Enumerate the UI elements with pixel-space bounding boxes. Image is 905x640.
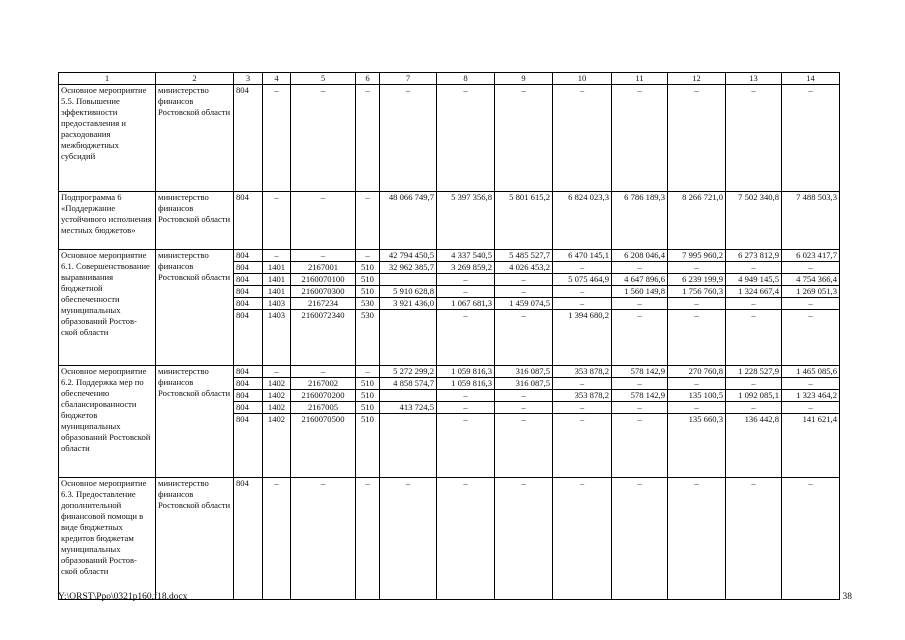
data-cell: 804 <box>234 85 263 192</box>
data-cell: 5 397 356,8 <box>437 192 495 250</box>
data-cell: 1403 <box>263 298 291 310</box>
measure-name: Основное мероприятие 6.1. Совершенствование выравнивания бюджетной обеспеченности муниципальных образований Ростов-ской области <box>59 250 156 366</box>
data-cell: – <box>668 298 726 310</box>
data-cell: 7 995 960,2 <box>668 250 726 262</box>
data-cell: – <box>726 310 782 366</box>
data-cell: – <box>668 378 726 390</box>
column-number: 14 <box>782 73 840 85</box>
data-cell: – <box>437 286 495 298</box>
column-number: 2 <box>156 73 234 85</box>
data-cell: – <box>356 85 380 192</box>
table-row <box>59 250 840 262</box>
table-row <box>59 478 840 600</box>
data-cell: – <box>291 192 356 250</box>
data-cell: – <box>553 262 612 274</box>
data-cell: – <box>263 366 291 378</box>
data-cell: 4 949 145,5 <box>726 274 782 286</box>
data-cell: 2167001 <box>291 262 356 274</box>
column-number: 9 <box>495 73 553 85</box>
data-cell <box>380 274 437 286</box>
executor: министерство финансов Ростовской области <box>156 366 234 478</box>
data-cell: 510 <box>356 390 380 402</box>
column-number: 5 <box>291 73 356 85</box>
data-cell: 141 621,4 <box>782 414 840 478</box>
data-cell: – <box>612 262 668 274</box>
data-cell <box>380 414 437 478</box>
data-cell: – <box>782 85 840 192</box>
data-cell: – <box>553 478 612 600</box>
data-cell: – <box>495 274 553 286</box>
executor: министерство финансов Ростовской области <box>156 85 234 192</box>
data-cell: – <box>782 478 840 600</box>
data-cell: 6 208 046,4 <box>612 250 668 262</box>
data-cell: 316 087,5 <box>495 366 553 378</box>
measure-name: Основное мероприятие 6.3. Предоставление дополнительной финансовой помощи в виде бюджетных кредитов бюджетам муниципальных образований Ростов-ской области <box>59 478 156 600</box>
data-cell: – <box>553 378 612 390</box>
data-cell: 804 <box>234 192 263 250</box>
column-number: 12 <box>668 73 726 85</box>
data-cell: 6 273 812,9 <box>726 250 782 262</box>
data-cell: 4 858 574,7 <box>380 378 437 390</box>
data-cell: – <box>612 402 668 414</box>
data-cell: 5 801 615,2 <box>495 192 553 250</box>
data-cell: 270 760,8 <box>668 366 726 378</box>
data-cell: 804 <box>234 286 263 298</box>
data-cell: – <box>356 250 380 262</box>
data-cell: 1 059 816,3 <box>437 378 495 390</box>
data-cell: – <box>726 298 782 310</box>
data-cell: 804 <box>234 298 263 310</box>
data-cell: – <box>495 402 553 414</box>
data-cell: 1 756 760,3 <box>668 286 726 298</box>
data-cell: 1402 <box>263 414 291 478</box>
data-cell: 510 <box>356 378 380 390</box>
data-cell: 804 <box>234 402 263 414</box>
data-cell: – <box>356 366 380 378</box>
data-cell: 1402 <box>263 402 291 414</box>
measure-name: Основное мероприятие 5.5. Повышение эффективности предоставления и расходования межбюджетных субсидий <box>59 85 156 192</box>
data-cell: – <box>553 402 612 414</box>
table-row <box>59 85 840 192</box>
data-cell: – <box>495 286 553 298</box>
data-cell: – <box>553 85 612 192</box>
data-cell: 7 488 503,3 <box>782 192 840 250</box>
data-cell: – <box>437 85 495 192</box>
data-cell: 510 <box>356 402 380 414</box>
data-cell: 4 754 366,4 <box>782 274 840 286</box>
data-cell: 804 <box>234 250 263 262</box>
data-cell: 6 470 145,1 <box>553 250 612 262</box>
table-row <box>59 366 840 378</box>
column-number-row <box>59 73 840 85</box>
data-cell: 2160070200 <box>291 390 356 402</box>
data-cell: 804 <box>234 274 263 286</box>
column-number: 3 <box>234 73 263 85</box>
data-cell: 6 786 189,3 <box>612 192 668 250</box>
data-cell: 1 092 085,1 <box>726 390 782 402</box>
column-number: 11 <box>612 73 668 85</box>
data-cell: 4 337 540,5 <box>437 250 495 262</box>
data-cell: – <box>782 402 840 414</box>
data-cell: 1 459 074,5 <box>495 298 553 310</box>
data-cell: 510 <box>356 286 380 298</box>
measure-name: Основное мероприятие 6.2. Поддержка мер по обеспечению сбалансированности бюджетов муниципальных образований Ростовской области <box>59 366 156 478</box>
data-cell: – <box>782 378 840 390</box>
data-cell: 136 442,8 <box>726 414 782 478</box>
executor: министерство финансов Ростовской области <box>156 250 234 366</box>
executor: министерство финансов Ростовской области <box>156 478 234 600</box>
data-cell: – <box>437 414 495 478</box>
data-cell: – <box>263 250 291 262</box>
data-cell: 804 <box>234 262 263 274</box>
measure-name: Подпрограмма 6 «Поддержание устойчивого исполнения местных бюджетов» <box>59 192 156 250</box>
data-cell: – <box>356 478 380 600</box>
data-cell: 6 239 199,9 <box>668 274 726 286</box>
data-cell: 6 824 023,3 <box>553 192 612 250</box>
data-cell: – <box>668 478 726 600</box>
data-cell: 353 878,2 <box>553 366 612 378</box>
data-cell: 1402 <box>263 390 291 402</box>
data-cell: 2160070500 <box>291 414 356 478</box>
data-cell: 1 323 464,2 <box>782 390 840 402</box>
data-cell: 1 269 051,3 <box>782 286 840 298</box>
data-cell: 6 023 417,7 <box>782 250 840 262</box>
data-cell: – <box>668 402 726 414</box>
data-cell: 530 <box>356 310 380 366</box>
data-cell: 413 724,5 <box>380 402 437 414</box>
data-cell: – <box>291 478 356 600</box>
data-cell: – <box>668 310 726 366</box>
data-cell: – <box>380 85 437 192</box>
data-cell: 8 266 721,0 <box>668 192 726 250</box>
budget-table <box>58 72 840 600</box>
data-cell: 353 878,2 <box>553 390 612 402</box>
data-cell: 135 100,5 <box>668 390 726 402</box>
data-cell: – <box>726 402 782 414</box>
data-cell: – <box>553 298 612 310</box>
data-cell: 804 <box>234 390 263 402</box>
data-cell: 316 087,5 <box>495 378 553 390</box>
data-cell: – <box>437 402 495 414</box>
data-cell: – <box>612 298 668 310</box>
data-cell: 3 921 436,0 <box>380 298 437 310</box>
data-cell: – <box>495 390 553 402</box>
data-cell: – <box>437 274 495 286</box>
page-number: 38 <box>842 592 852 602</box>
data-cell: – <box>612 85 668 192</box>
data-cell: – <box>668 262 726 274</box>
data-cell: 510 <box>356 414 380 478</box>
data-cell: – <box>437 310 495 366</box>
data-cell: 804 <box>234 310 263 366</box>
data-cell: 804 <box>234 414 263 478</box>
data-cell: 135 660,3 <box>668 414 726 478</box>
data-cell: – <box>495 310 553 366</box>
data-cell: – <box>612 478 668 600</box>
data-cell: 1 228 527,9 <box>726 366 782 378</box>
data-cell: – <box>495 85 553 192</box>
data-cell: 804 <box>234 378 263 390</box>
data-cell: 1402 <box>263 378 291 390</box>
data-cell: – <box>553 414 612 478</box>
data-cell: 3 269 859,2 <box>437 262 495 274</box>
data-cell: – <box>612 378 668 390</box>
data-cell: – <box>668 85 726 192</box>
data-cell: 1401 <box>263 274 291 286</box>
data-cell: – <box>782 298 840 310</box>
data-cell: 2160070300 <box>291 286 356 298</box>
data-cell: 2167002 <box>291 378 356 390</box>
column-number: 8 <box>437 73 495 85</box>
data-cell: – <box>726 378 782 390</box>
data-cell: – <box>726 478 782 600</box>
executor: министерство финансов Ростовской области <box>156 192 234 250</box>
data-cell: 578 142,9 <box>612 366 668 378</box>
data-cell: 1 560 149,8 <box>612 286 668 298</box>
data-cell <box>380 390 437 402</box>
data-cell: – <box>356 192 380 250</box>
data-cell: – <box>782 310 840 366</box>
data-cell: – <box>726 85 782 192</box>
data-cell: 1403 <box>263 310 291 366</box>
data-cell: – <box>495 414 553 478</box>
data-cell: 4 647 896,6 <box>612 274 668 286</box>
data-cell: 5 272 299,2 <box>380 366 437 378</box>
data-cell: 1 059 816,3 <box>437 366 495 378</box>
data-cell: 804 <box>234 478 263 600</box>
data-cell: 510 <box>356 262 380 274</box>
data-cell: – <box>437 390 495 402</box>
data-cell: 578 142,9 <box>612 390 668 402</box>
data-cell: 5 075 464,9 <box>553 274 612 286</box>
data-cell: – <box>437 478 495 600</box>
data-cell: 2160072340 <box>291 310 356 366</box>
column-number: 7 <box>380 73 437 85</box>
data-cell: 510 <box>356 274 380 286</box>
data-cell: 2167234 <box>291 298 356 310</box>
data-cell: – <box>553 286 612 298</box>
table-row <box>59 192 840 250</box>
data-cell: 5 910 628,8 <box>380 286 437 298</box>
data-cell: – <box>495 478 553 600</box>
data-cell: 1 067 681,3 <box>437 298 495 310</box>
column-number: 6 <box>356 73 380 85</box>
data-cell: 530 <box>356 298 380 310</box>
column-number: 1 <box>59 73 156 85</box>
data-cell: 1 394 680,2 <box>553 310 612 366</box>
data-cell: – <box>612 310 668 366</box>
data-cell: – <box>612 414 668 478</box>
data-cell: 1401 <box>263 262 291 274</box>
data-cell: 1 324 667,4 <box>726 286 782 298</box>
data-cell: – <box>263 85 291 192</box>
data-cell: – <box>291 250 356 262</box>
data-cell: 4 026 453,2 <box>495 262 553 274</box>
data-cell: 804 <box>234 366 263 378</box>
data-cell: 42 794 450,5 <box>380 250 437 262</box>
data-cell: 1 465 085,6 <box>782 366 840 378</box>
column-number: 4 <box>263 73 291 85</box>
data-cell: – <box>782 262 840 274</box>
file-path: Y:\ORST\Ppo\0321p160.f18.docx <box>58 592 188 602</box>
data-cell <box>380 310 437 366</box>
data-cell: – <box>726 262 782 274</box>
data-cell: 2167005 <box>291 402 356 414</box>
column-number: 10 <box>553 73 612 85</box>
data-cell: 7 502 340,8 <box>726 192 782 250</box>
data-cell: – <box>263 192 291 250</box>
data-cell: 48 066 749,7 <box>380 192 437 250</box>
data-cell: 2160070100 <box>291 274 356 286</box>
data-cell: 32 962 385,7 <box>380 262 437 274</box>
column-number: 13 <box>726 73 782 85</box>
data-cell: 1401 <box>263 286 291 298</box>
data-cell: – <box>380 478 437 600</box>
data-cell: – <box>263 478 291 600</box>
data-cell: – <box>291 366 356 378</box>
data-cell: – <box>291 85 356 192</box>
data-cell: 5 485 527,7 <box>495 250 553 262</box>
